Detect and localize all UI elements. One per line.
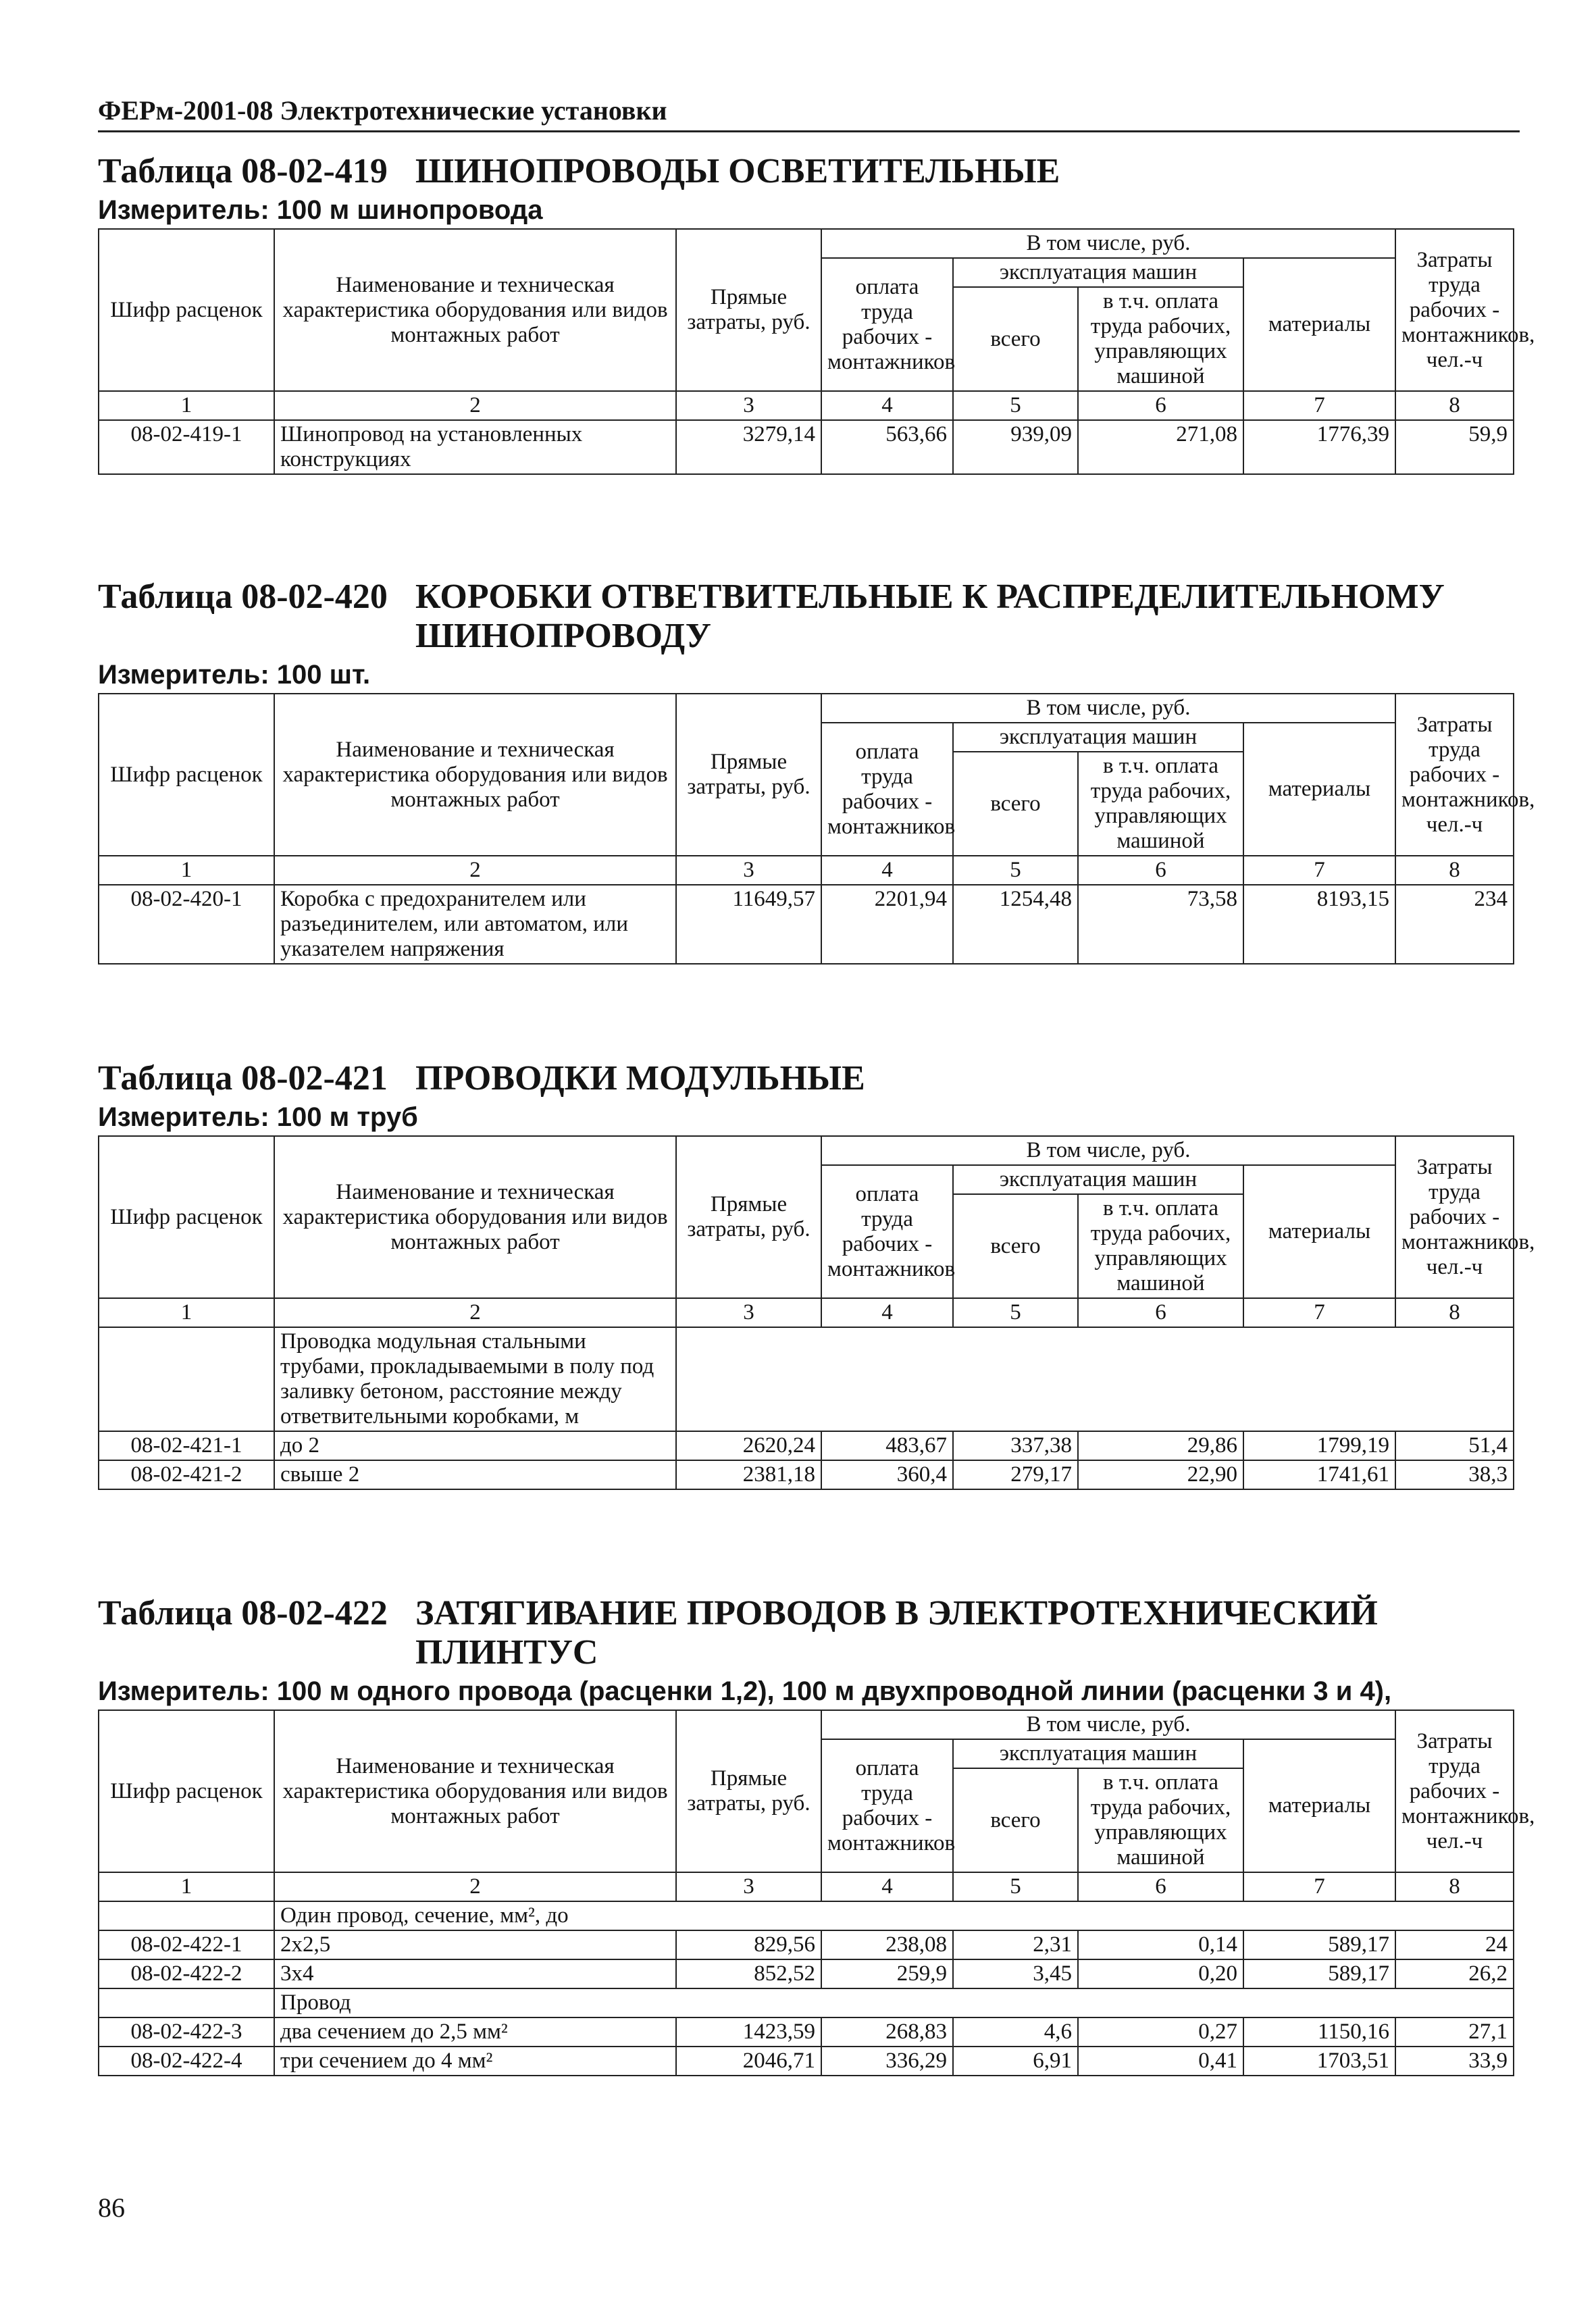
col-labor-header: Затраты труда рабочих - монтажников, чел.-ч [1395,229,1514,391]
col-total-header: всего [953,287,1078,391]
col-direct-header: Прямые затраты, руб. [676,229,821,391]
col-direct-header: Прямые затраты, руб. [676,694,821,856]
col-incl-header: В том числе, руб. [821,229,1395,258]
table-measure: Измеритель: 100 шт. [98,660,371,690]
table-row: 08-02-422-1 2х2,5 829,56 238,08 2,31 0,14 589,17 24 [99,1930,1514,1959]
table-name: ПРОВОДКИ МОДУЛЬНЫЕ [415,1059,865,1098]
table-number: Таблица 08-02-422 [98,1594,388,1632]
col-incl-header: В том числе, руб. [821,1136,1395,1165]
rate-table [98,228,1535,475]
col-machines-header: эксплуатация машин [953,258,1243,287]
table-row: 08-02-422-2 3х4 852,52 259,9 3,45 0,20 589,17 26,2 [99,1959,1514,1988]
col-wages-header: оплата труда рабочих - монтажников [821,723,953,856]
group-row: Провод [99,1988,1514,2017]
table-name: ШИНОПРОВОДЫ ОСВЕТИТЕЛЬНЫЕ [415,152,1060,190]
col-total-header: всего [953,752,1078,856]
col-total-header: всего [953,1194,1078,1298]
col-code-header: Шифр расценок [99,229,274,391]
page-header: ФЕРм-2001-08 Электротехнические установки [98,95,1520,132]
col-machine-wages-header: в т.ч. оплата труда рабочих, управляющих машиной [1078,752,1243,856]
col-code-header: Шифр расценок [99,1136,274,1298]
group-row: Один провод, сечение, мм², до [99,1901,1514,1930]
col-name-header: Наименование и техническая характеристика оборудования или видов монтажных работ [274,1710,676,1872]
col-materials-header: материалы [1243,1165,1395,1298]
col-machine-wages-header: в т.ч. оплата труда рабочих, управляющих машиной [1078,1194,1243,1298]
col-machines-header: эксплуатация машин [953,1739,1243,1768]
col-name-header: Наименование и техническая характеристика оборудования или видов монтажных работ [274,229,676,391]
col-code-header: Шифр расценок [99,694,274,856]
col-materials-header: материалы [1243,723,1395,856]
col-materials-header: материалы [1243,1739,1395,1872]
col-direct-header: Прямые затраты, руб. [676,1136,821,1298]
column-index-row: 1 2 3 4 5 6 7 8 [99,856,1514,885]
table-measure: Измеритель: 100 м труб [98,1102,418,1132]
col-name-header: Наименование и техническая характеристика оборудования или видов монтажных работ [274,694,676,856]
col-machines-header: эксплуатация машин [953,723,1243,752]
table-number: Таблица 08-02-421 [98,1059,388,1098]
table-name: КОРОБКИ ОТВЕТВИТЕЛЬНЫЕ К РАСПРЕДЕЛИТЕЛЬНОМУ ШИНОПРОВОДУ [415,577,1445,655]
table-number: Таблица 08-02-419 [98,152,388,190]
table-row: 08-02-421-1 до 2 2620,24 483,67 337,38 29,86 1799,19 51,4 [99,1431,1514,1460]
table-row: 08-02-421-2 свыше 2 2381,18 360,4 279,17 22,90 1741,61 38,3 [99,1460,1514,1489]
col-code-header: Шифр расценок [99,1710,274,1872]
col-labor-header: Затраты труда рабочих - монтажников, чел.-ч [1395,1136,1514,1298]
table-name: ЗАТЯГИВАНИЕ ПРОВОДОВ В ЭЛЕКТРОТЕХНИЧЕСКИЙ ПЛИНТУС [415,1594,1378,1672]
table-measure: Измеритель: 100 м шинопровода [98,195,543,225]
rate-table [98,1135,1535,1490]
col-wages-header: оплата труда рабочих - монтажников [821,258,953,391]
col-labor-header: Затраты труда рабочих - монтажников, чел.-ч [1395,1710,1514,1872]
column-index-row: 1 2 3 4 5 6 7 8 [99,1298,1514,1327]
rate-table [98,1709,1535,2076]
col-machine-wages-header: в т.ч. оплата труда рабочих, управляющих машиной [1078,287,1243,391]
table-block-422 [98,1594,1535,2076]
group-row: Проводка модульная стальными трубами, прокладываемыми в полу под заливку бетоном, расстояние между ответвительными коробками, м [99,1327,1514,1431]
col-machine-wages-header: в т.ч. оплата труда рабочих, управляющих машиной [1078,1768,1243,1872]
col-direct-header: Прямые затраты, руб. [676,1710,821,1872]
col-name-header: Наименование и техническая характеристика оборудования или видов монтажных работ [274,1136,676,1298]
col-wages-header: оплата труда рабочих - монтажников [821,1165,953,1298]
col-labor-header: Затраты труда рабочих - монтажников, чел.-ч [1395,694,1514,856]
table-block-419 [98,152,1535,475]
rate-table [98,693,1535,965]
table-block-421 [98,1059,1535,1490]
col-incl-header: В том числе, руб. [821,1710,1395,1739]
table-number: Таблица 08-02-420 [98,577,388,616]
table-block-420 [98,577,1535,965]
col-wages-header: оплата труда рабочих - монтажников [821,1739,953,1872]
table-row: 08-02-422-3 два сечением до 2,5 мм² 1423,59 268,83 4,6 0,27 1150,16 27,1 [99,2017,1514,2047]
table-measure: Измеритель: 100 м одного провода (расценки 1,2), 100 м двухпроводной линии (расценки 3 и 4), [98,1676,1392,1706]
page-number: 86 [98,2192,125,2223]
col-machines-header: эксплуатация машин [953,1165,1243,1194]
table-row: 08-02-420-1 Коробка с предохранителем или разъединителем, или автоматом, или указателем напряжения 11649,57 2201,94 1254,48 73,58 8193,15 234 [99,885,1514,964]
col-materials-header: материалы [1243,258,1395,391]
column-index-row: 1 2 3 4 5 6 7 8 [99,391,1514,420]
column-index-row: 1 2 3 4 5 6 7 8 [99,1872,1514,1901]
table-row: 08-02-422-4 три сечением до 4 мм² 2046,71 336,29 6,91 0,41 1703,51 33,9 [99,2047,1514,2076]
col-total-header: всего [953,1768,1078,1872]
table-row: 08-02-419-1 Шинопровод на установленных конструкциях 3279,14 563,66 939,09 271,08 1776,39 59,9 [99,420,1514,474]
col-incl-header: В том числе, руб. [821,694,1395,723]
